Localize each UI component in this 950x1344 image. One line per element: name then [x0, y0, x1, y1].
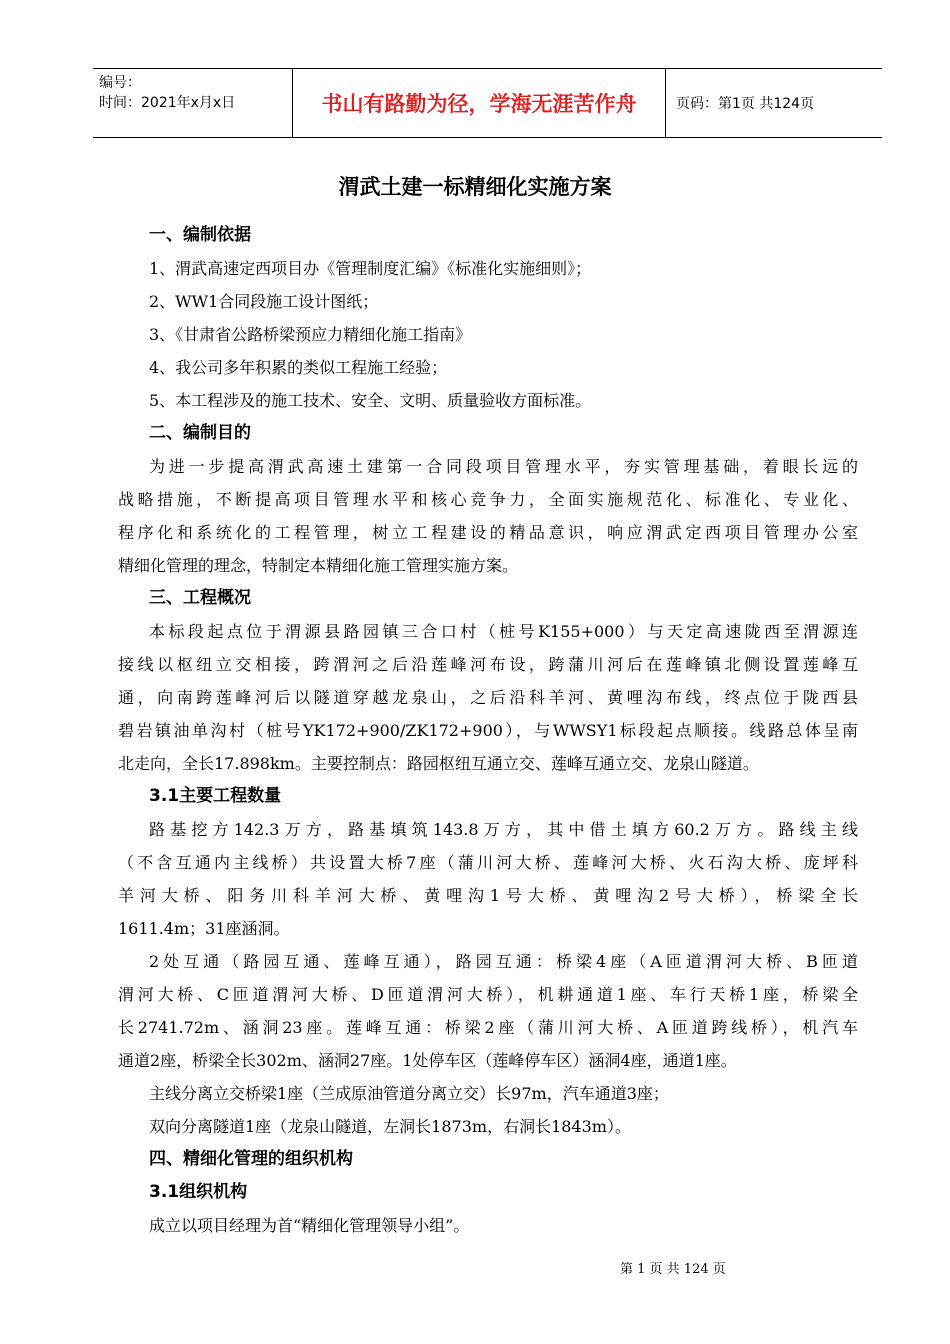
- header-motto: 书山有路勤为径，学海无涯苦作舟: [321, 92, 637, 116]
- paragraph: [118, 1077, 858, 1110]
- section-heading: 三、工程概况: [149, 588, 251, 608]
- paragraph-line: 路基挖方142.3万方，路基填筑143.8万方，其中借土填方60.2万方。路线主线: [149, 820, 858, 839]
- paragraph: [118, 1110, 858, 1143]
- subsection-heading: 3.1组织机构: [149, 1182, 248, 1202]
- section-heading: 四、精细化管理的组织机构: [149, 1149, 353, 1169]
- header-table: [93, 68, 882, 138]
- paragraph-line: 碧岩镇油单沟村（桩号YK172+900/ZK172+900），与WWSY1标段起点顺接。线路总体呈南: [118, 721, 858, 740]
- page-footer: 第 1 页 共 124 页: [620, 1262, 726, 1277]
- paragraph-line: 北走向，全长17.898km。主要控制点：路园枢纽互通立交、莲峰互通立交、龙泉山隧道。: [118, 754, 759, 773]
- time-label: 时间：2021年x月x日: [99, 95, 236, 111]
- list-item: 5、本工程涉及的施工技术、安全、文明、质量验收方面标准。: [149, 391, 592, 410]
- header-page-info: 页码：第1页 共124页: [676, 96, 815, 112]
- header-meta: [99, 73, 289, 113]
- paragraph-line: 精细化管理的理念，特制定本精细化施工管理实施方案。: [118, 556, 519, 575]
- subsection-heading: 3.1主要工程数量: [149, 786, 282, 806]
- section-heading: 一、编制依据: [149, 225, 251, 245]
- list-item: 3、《甘肃省公路桥梁预应力精细化施工指南》: [149, 325, 472, 344]
- paragraph: [118, 945, 858, 1077]
- paragraph-line: 本标段起点位于渭源县路园镇三合口村（桩号K155+000）与天定高速陇西至渭源连: [149, 622, 858, 641]
- list-item: 2、WW1合同段施工设计图纸；: [149, 292, 379, 311]
- paragraph-line: 接线以枢纽立交相接，跨渭河之后沿莲峰河布设，跨蒲川河后在莲峰镇北侧设置莲峰互: [118, 655, 858, 674]
- number-label: 编号：: [99, 75, 141, 91]
- paragraph-line: 战略措施，不断提高项目管理水平和核心竞争力，全面实施规范化、标准化、专业化、: [118, 490, 858, 509]
- list-item: 1、渭武高速定西项目办《管理制度汇编》《标准化实施细则》；: [149, 259, 592, 278]
- paragraph-line: 通道2座，桥梁全长302m、涵洞27座。1处停车区（莲峰停车区）涵洞4座，通道1座。: [118, 1051, 737, 1070]
- paragraph-line: 程序化和系统化的工程管理，树立工程建设的精品意识，响应渭武定西项目管理办公室: [118, 523, 858, 542]
- paragraph-line: 2处互通（路园互通、莲峰互通），路园互通：桥梁4座（A匝道渭河大桥、B匝道: [149, 952, 858, 971]
- paragraph: [118, 615, 858, 780]
- paragraph: [118, 450, 858, 582]
- document-title: 渭武土建一标精细化实施方案: [338, 175, 612, 199]
- paragraph-line: 羊河大桥、阳务川科羊河大桥、黄哩沟1号大桥、黄哩沟2号大桥），桥梁全长: [118, 886, 858, 905]
- paragraph-line: 为进一步提高渭武高速土建第一合同段项目管理水平，夯实管理基础，着眼长远的: [149, 457, 858, 476]
- paragraph-line: 成立以项目经理为首“精细化管理领导小组”。: [149, 1216, 470, 1235]
- paragraph: [118, 1209, 858, 1242]
- list-item: 4、我公司多年积累的类似工程施工经验；: [149, 358, 448, 377]
- paragraph-line: 双向分离隧道1座（龙泉山隧道，左洞长1873m，右洞长1843m）。: [149, 1117, 631, 1136]
- paragraph: [118, 813, 858, 945]
- paragraph-line: 主线分离立交桥梁1座（兰成原油管道分离立交）长97m，汽车通道3座；: [149, 1084, 669, 1103]
- section-heading: 二、编制目的: [149, 423, 251, 443]
- paragraph-line: 1611.4m；31座涵洞。: [118, 919, 290, 938]
- document-body: [118, 219, 858, 1242]
- paragraph-line: （不含互通内主线桥）共设置大桥7座（蒲川河大桥、莲峰河大桥、火石沟大桥、庞坪科: [118, 853, 858, 872]
- paragraph-line: 渭河大桥、C匝道渭河大桥、D匝道渭河大桥），机耕通道1座、车行天桥1座，桥梁全: [118, 985, 858, 1004]
- paragraph-line: 长2741.72m、涵洞23座。莲峰互通：桥梁2座（蒲川河大桥、A匝道跨线桥），机汽车: [118, 1018, 858, 1037]
- paragraph-line: 通，向南跨莲峰河后以隧道穿越龙泉山，之后沿科羊河、黄哩沟布线，终点位于陇西县: [118, 688, 858, 707]
